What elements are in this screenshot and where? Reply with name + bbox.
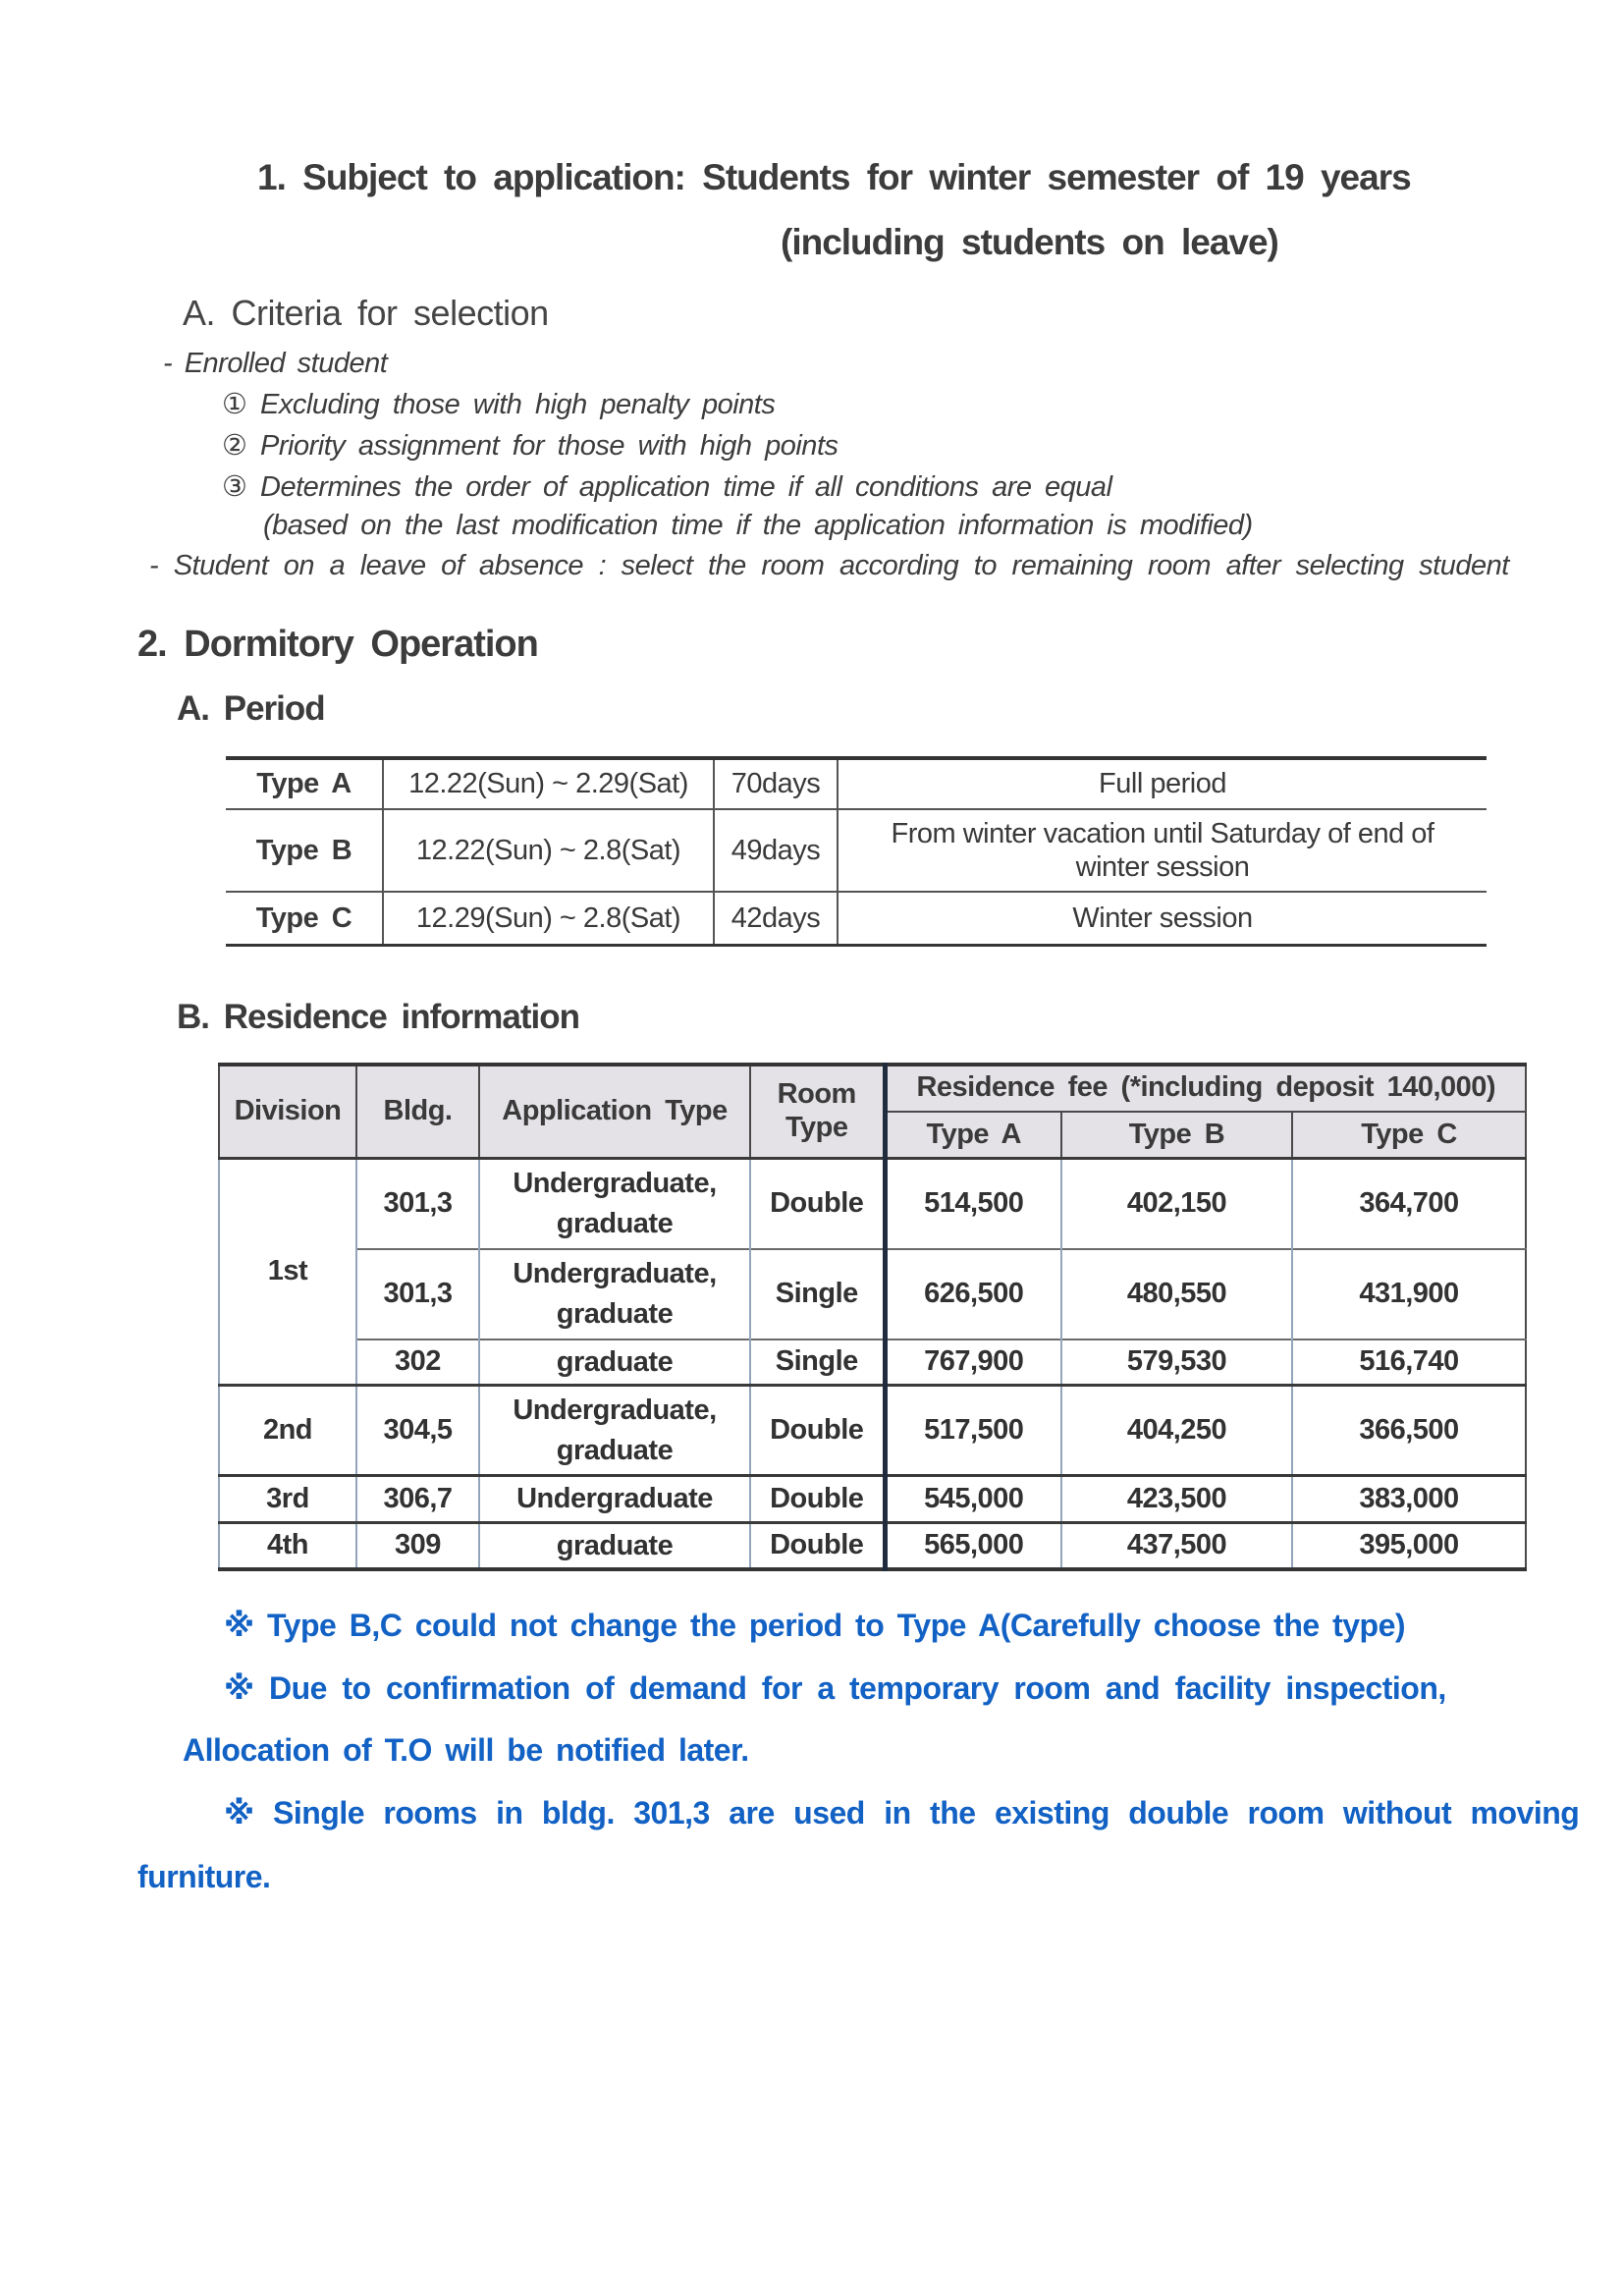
residence-row: [219, 1249, 1526, 1339]
period-days: 70days: [714, 758, 838, 809]
dormitory-operation-heading: 2. Dormitory Operation: [137, 624, 538, 665]
cell-bldg: 304,5: [356, 1386, 479, 1476]
period-dates: 12.22(Sun) ~ 2.29(Sat): [383, 758, 714, 809]
cell-bldg: 301,3: [356, 1249, 479, 1339]
period-description: From winter vacation until Saturday of end of winter session: [838, 809, 1487, 892]
cell-application-type: Undergraduate, graduate: [479, 1386, 750, 1476]
cell-fee-type-b: 579,530: [1061, 1339, 1292, 1386]
period-type-label: Type B: [226, 809, 383, 892]
cell-bldg: 302: [356, 1339, 479, 1386]
cell-room-type: Double: [750, 1476, 885, 1523]
header-type-a: Type A: [885, 1112, 1061, 1159]
period-dates: 12.22(Sun) ~ 2.8(Sat): [383, 809, 714, 892]
period-days: 49days: [714, 809, 838, 892]
period-heading: A. Period: [177, 689, 325, 728]
criteria-item-1: ① Excluding those with high penalty points: [222, 389, 776, 420]
cell-application-type: Undergraduate: [479, 1476, 750, 1523]
cell-room-type: Double: [750, 1159, 885, 1249]
document-title-line-1: 1. Subject to application: Students for winter semester of 19 years: [257, 157, 1411, 197]
note-temporary-room-line-2: Allocation of T.O will be notified later.: [183, 1732, 749, 1769]
period-type-label: Type C: [226, 892, 383, 945]
residence-row: [219, 1339, 1526, 1386]
cell-division: 1st: [219, 1159, 356, 1386]
note-type-bc-period: ※ Type B,C could not change the period to Type A(Carefully choose the type): [224, 1608, 1406, 1644]
header-application-type: Application Type: [479, 1065, 750, 1159]
cell-bldg: 306,7: [356, 1476, 479, 1523]
cell-application-type: Undergraduate, graduate: [479, 1249, 750, 1339]
period-description: Full period: [838, 758, 1487, 809]
period-dates: 12.29(Sun) ~ 2.8(Sat): [383, 892, 714, 945]
cell-fee-type-a: 767,900: [885, 1339, 1061, 1386]
cell-fee-type-c: 383,000: [1292, 1476, 1526, 1523]
header-residence-fee: Residence fee (*including deposit 140,000): [885, 1065, 1526, 1112]
header-type-c: Type C: [1292, 1112, 1526, 1159]
note-temporary-room-line-1: ※ Due to confirmation of demand for a temporary room and facility inspection,: [224, 1670, 1446, 1707]
criteria-item-3: ③ Determines the order of application time if all conditions are equal: [222, 471, 1112, 503]
period-row-type-b: [226, 809, 1487, 892]
cell-fee-type-b: 480,550: [1061, 1249, 1292, 1339]
cell-fee-type-a: 514,500: [885, 1159, 1061, 1249]
criteria-heading: A. Criteria for selection: [183, 293, 549, 333]
cell-fee-type-c: 431,900: [1292, 1249, 1526, 1339]
note-single-rooms-line-1: ※ Single rooms in bldg. 301,3 are used in the existing double room without moving: [224, 1795, 1580, 1831]
header-bldg: Bldg.: [356, 1065, 479, 1159]
cell-room-type: Single: [750, 1339, 885, 1386]
cell-fee-type-b: 402,150: [1061, 1159, 1292, 1249]
cell-application-type: Undergraduate, graduate: [479, 1159, 750, 1249]
residence-row: [219, 1476, 1526, 1523]
cell-bldg: 309: [356, 1522, 479, 1569]
period-row-type-a: [226, 758, 1487, 809]
header-type-b: Type B: [1061, 1112, 1292, 1159]
document-title-line-2: (including students on leave): [781, 222, 1278, 262]
period-type-label: Type A: [256, 768, 352, 800]
cell-fee-type-a: 626,500: [885, 1249, 1061, 1339]
residence-row: [219, 1386, 1526, 1476]
period-days: 42days: [714, 892, 838, 945]
cell-fee-type-b: 404,250: [1061, 1386, 1292, 1476]
cell-division: 3rd: [219, 1476, 356, 1523]
note-single-rooms-line-2: furniture.: [137, 1859, 271, 1895]
cell-room-type: Single: [750, 1249, 885, 1339]
cell-fee-type-a: 545,000: [885, 1476, 1061, 1523]
residence-row: [219, 1522, 1526, 1569]
cell-fee-type-b: 423,500: [1061, 1476, 1292, 1523]
criteria-enrolled-student: - Enrolled student: [163, 348, 388, 379]
criteria-leave-of-absence: - Student on a leave of absence : select the room according to remaining room after selecting student: [149, 550, 1509, 581]
period-table: [226, 756, 1487, 947]
cell-fee-type-c: 366,500: [1292, 1386, 1526, 1476]
header-room-type: Room Type: [750, 1065, 885, 1159]
cell-room-type: Double: [750, 1522, 885, 1569]
header-division: Division: [219, 1065, 356, 1159]
cell-room-type: Double: [750, 1386, 885, 1476]
cell-application-type: graduate: [479, 1339, 750, 1386]
criteria-item-2: ② Priority assignment for those with high points: [222, 430, 839, 462]
criteria-item-3-note: (based on the last modification time if the application information is modified): [263, 510, 1253, 541]
residence-row: [219, 1159, 1526, 1249]
cell-fee-type-b: 437,500: [1061, 1522, 1292, 1569]
cell-division: 4th: [219, 1522, 356, 1569]
period-description: Winter session: [838, 892, 1487, 945]
residence-header-row-1: [219, 1065, 1526, 1112]
cell-division: 2nd: [219, 1386, 356, 1476]
residence-information-heading: B. Residence information: [177, 997, 580, 1036]
cell-fee-type-c: 516,740: [1292, 1339, 1526, 1386]
period-row-type-c: [226, 892, 1487, 945]
cell-fee-type-c: 395,000: [1292, 1522, 1526, 1569]
cell-bldg: 301,3: [356, 1159, 479, 1249]
cell-fee-type-a: 517,500: [885, 1386, 1061, 1476]
cell-fee-type-a: 565,000: [885, 1522, 1061, 1569]
cell-application-type: graduate: [479, 1522, 750, 1569]
residence-table: [218, 1063, 1527, 1572]
cell-fee-type-c: 364,700: [1292, 1159, 1526, 1249]
